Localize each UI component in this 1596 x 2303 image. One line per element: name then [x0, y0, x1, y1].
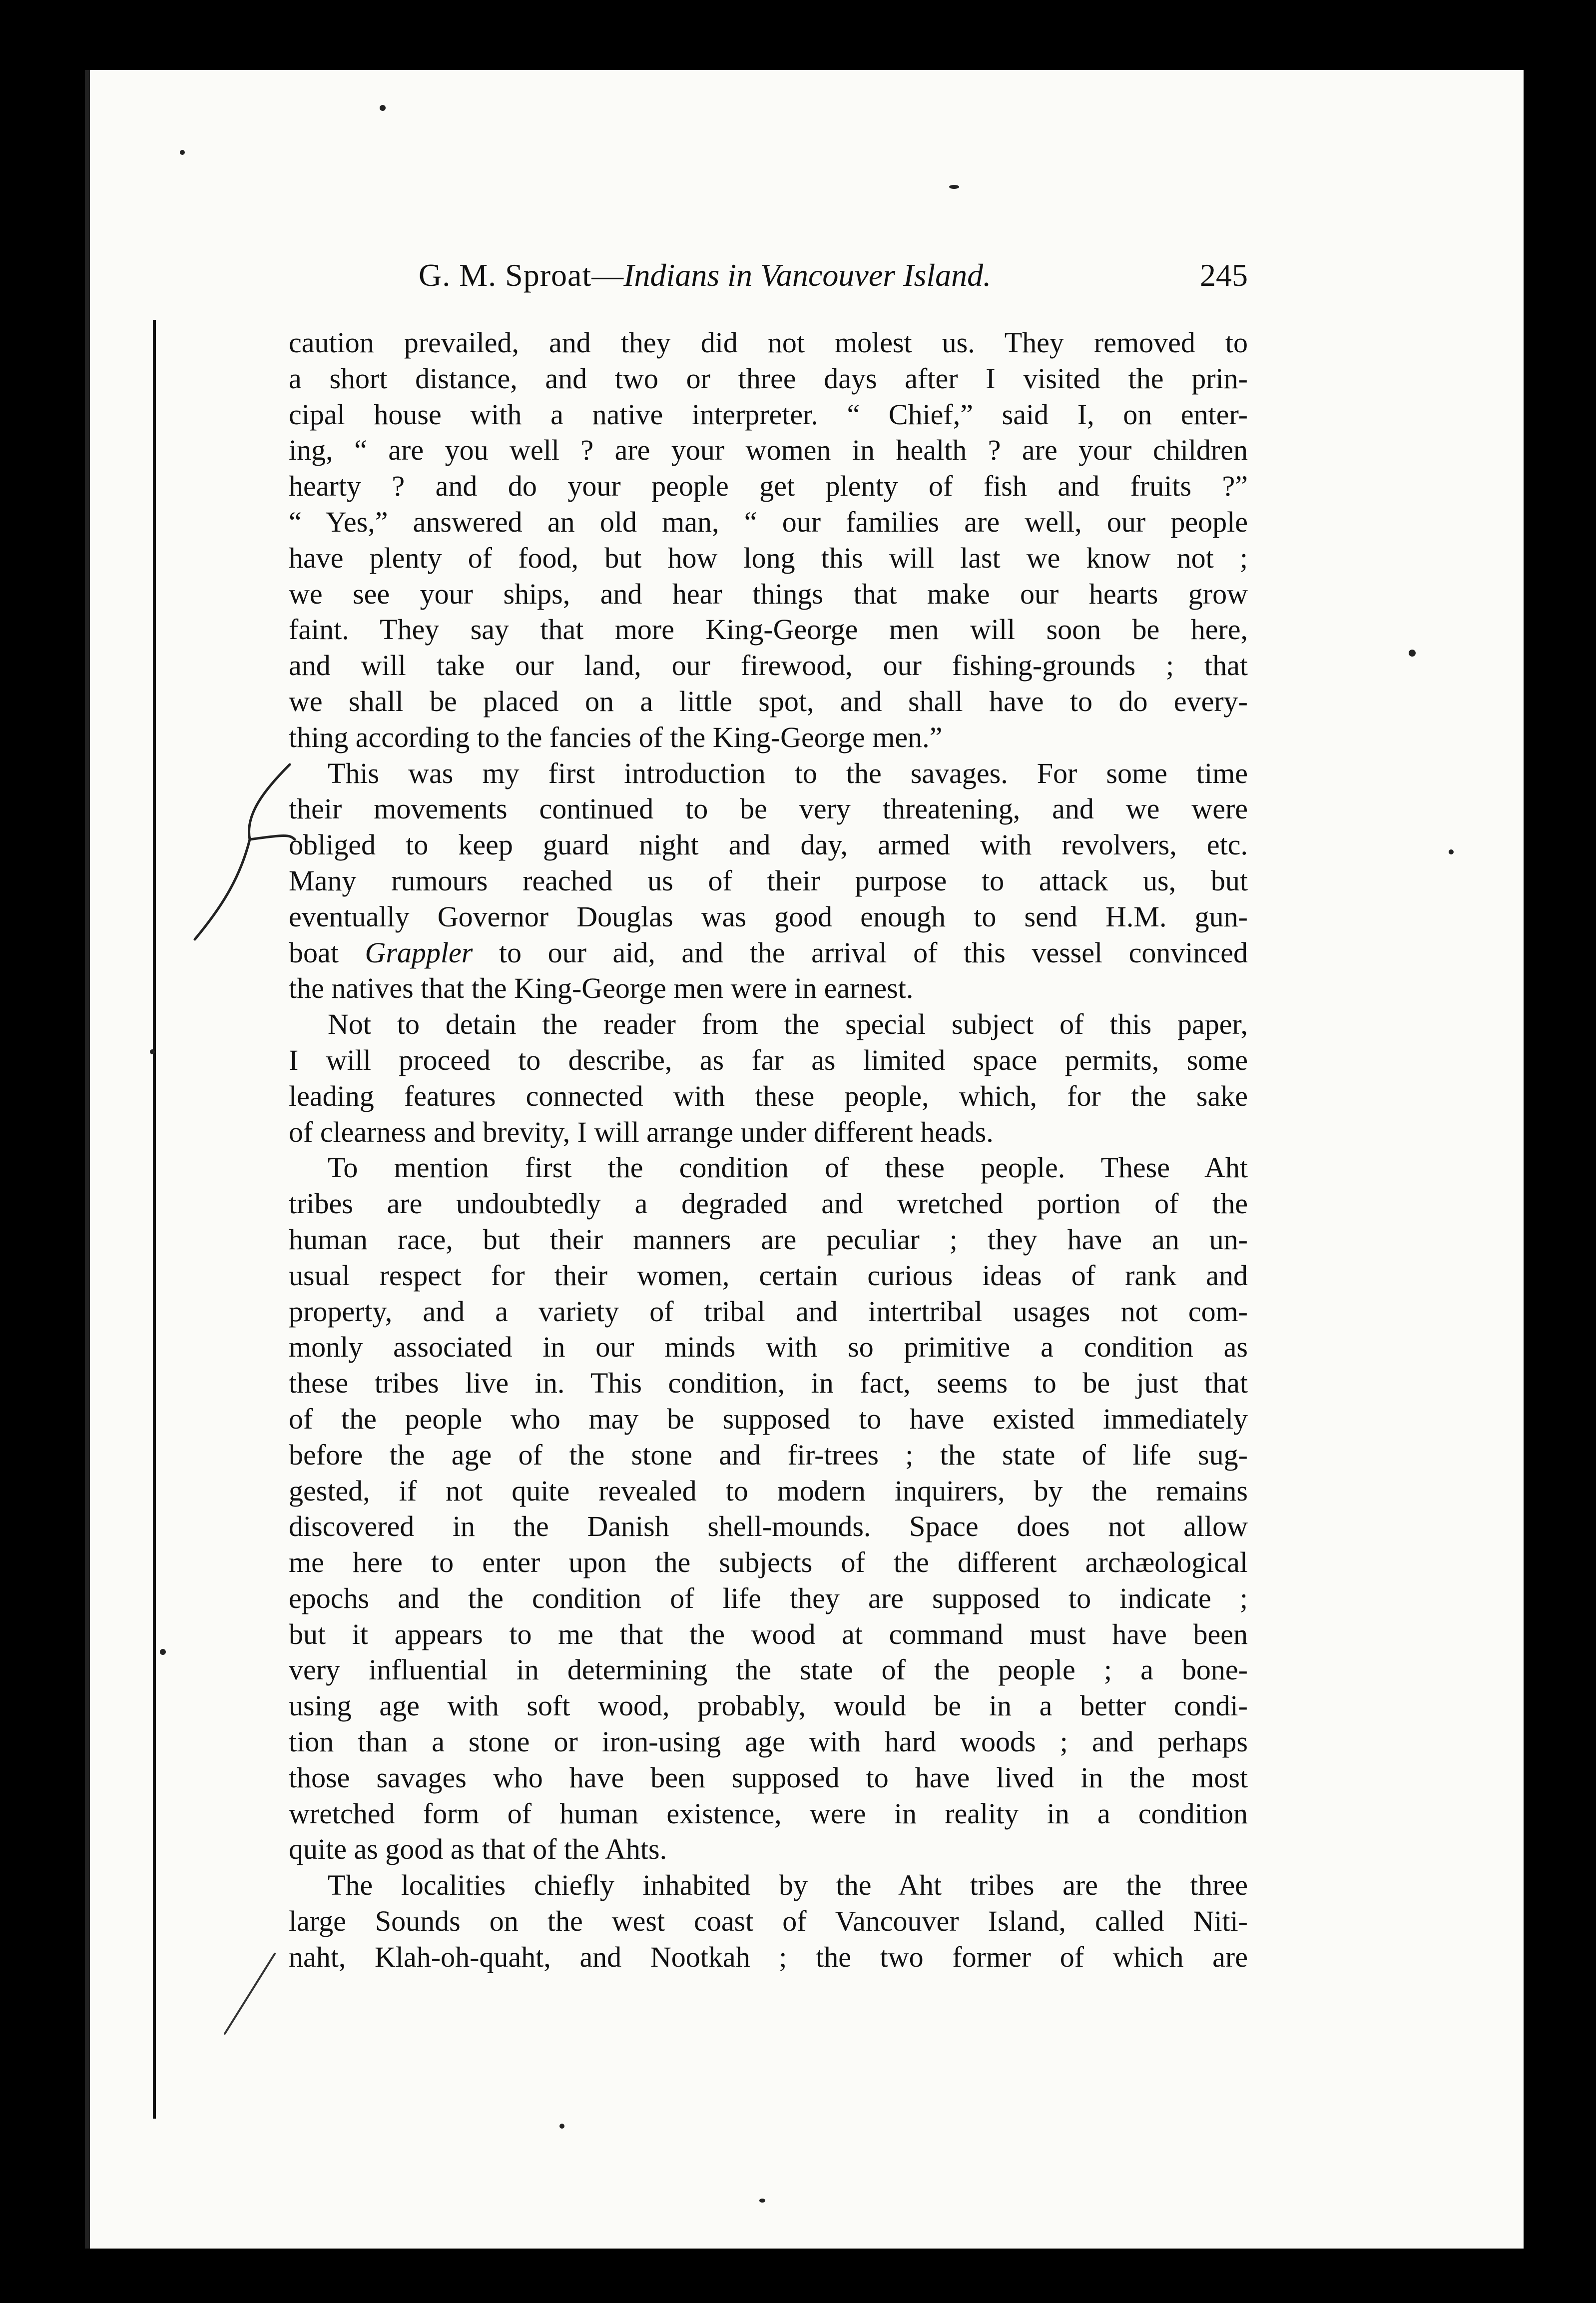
paragraph-start-line: To mention first the condition of these people. These Aht	[328, 1151, 1248, 1184]
text-line: human race, but their manners are peculiar ; they have an un-	[289, 1223, 1248, 1256]
text-line: I will proceed to describe, as far as limited space permits, some	[289, 1043, 1248, 1076]
text-line: discovered in the Danish shell-mounds. Space does not allow	[289, 1510, 1248, 1543]
text-line: leading features connected with these people, which, for the sake	[289, 1079, 1248, 1112]
text-line: eventually Governor Douglas was good enough to send H.M. gun-	[289, 900, 1248, 933]
text-line: tribes are undoubtedly a degraded and wretched portion of the	[289, 1187, 1248, 1220]
text-line: and will take our land, our firewood, our fishing-grounds ; that	[289, 649, 1248, 682]
text-line: the natives that the King-George men were in earnest.	[289, 972, 914, 1005]
text-line: have plenty of food, but how long this will last we know not ;	[289, 541, 1248, 574]
text-line: these tribes live in. This condition, in fact, seems to be just that	[289, 1367, 1248, 1400]
text-line: their movements continued to be very threatening, and we were	[289, 792, 1248, 825]
text-line: large Sounds on the west coast of Vancouver Island, called Niti-	[289, 1905, 1248, 1938]
text-line: gested, if not quite revealed to modern inquirers, by the remains	[289, 1474, 1248, 1507]
text-line: caution prevailed, and they did not molest us. They removed to	[289, 326, 1248, 359]
text-line: of clearness and brevity, I will arrange under different heads.	[289, 1115, 994, 1148]
running-header	[419, 257, 1248, 294]
paper-speck	[759, 2199, 765, 2203]
text-line: “ Yes,” answered an old man, “ our families are well, our people	[289, 505, 1248, 538]
text-line: we shall be placed on a little spot, and shall have to do every-	[289, 685, 1248, 718]
pencil-stroke-mark	[220, 1949, 280, 2039]
text-line: cipal house with a native interpreter. “ Chief,” said I, on enter-	[289, 398, 1248, 431]
text-line: epochs and the condition of life they are supposed to indicate ;	[289, 1581, 1248, 1614]
text-line: wretched form of human existence, were in reality in a condition	[289, 1797, 1248, 1830]
text-line: thing according to the fancies of the King-George men.”	[289, 721, 943, 754]
text-line: those savages who have been supposed to have lived in the most	[289, 1761, 1248, 1794]
text-line: but it appears to me that the wood at command must have been	[289, 1617, 1248, 1650]
binding-edge	[153, 320, 156, 2119]
body-text	[289, 325, 1248, 1975]
paper-speck	[1449, 849, 1454, 854]
text-fragment: to our aid, and the arrival of this vessel convinced	[473, 936, 1248, 969]
text-line: tion than a stone or iron-using age with hard woods ; and perhaps	[289, 1725, 1248, 1758]
paper-speck	[1409, 650, 1416, 657]
text-line: quite as good as that of the Ahts.	[289, 1833, 667, 1866]
text-line: of the people who may be supposed to have existed immediately	[289, 1402, 1248, 1435]
text-line: obliged to keep guard night and day, armed with revolvers, etc.	[289, 828, 1248, 861]
text-line: hearty ? and do your people get plenty of fish and fruits ?”	[289, 470, 1248, 503]
header-separator: —	[591, 257, 624, 293]
paragraph-start-line: The localities chiefly inhabited by the Aht tribes are the three	[328, 1869, 1248, 1902]
text-line: using age with soft wood, probably, would be in a better condi-	[289, 1689, 1248, 1722]
text-line	[289, 935, 1248, 971]
paper-speck	[180, 150, 185, 155]
handwritten-margin-mark	[190, 760, 300, 949]
text-line: property, and a variety of tribal and intertribal usages not com-	[289, 1295, 1248, 1328]
text-line: Many rumours reached us of their purpose to attack us, but	[289, 864, 1248, 897]
text-line: faint. They say that more King-George men will soon be here,	[289, 613, 1248, 646]
paper-speck	[949, 185, 959, 189]
paragraph-start-line: This was my first introduction to the savages. For some time	[328, 757, 1248, 789]
paper-speck	[559, 2124, 564, 2129]
paragraph-start-line: Not to detain the reader from the special subject of this paper,	[328, 1008, 1248, 1041]
page-number: 245	[1200, 257, 1248, 293]
paper-speck	[380, 105, 386, 111]
text-fragment: boat	[289, 936, 365, 969]
ship-name: Grappler	[365, 936, 473, 969]
paper-speck	[150, 1049, 155, 1054]
text-line: very influential in determining the state of the people ; a bone-	[289, 1653, 1248, 1686]
text-line: usual respect for their women, certain curious ideas of rank and	[289, 1259, 1248, 1292]
text-line: naht, Klah-oh-quaht, and Nootkah ; the two former of which are	[289, 1940, 1248, 1973]
header-title: Indians in Vancouver Island.	[623, 257, 992, 293]
text-line: we see your ships, and hear things that make our hearts grow	[289, 577, 1248, 610]
text-line: a short distance, and two or three days after I visited the prin-	[289, 362, 1248, 395]
text-line: me here to enter upon the subjects of the different archæological	[289, 1546, 1248, 1579]
text-line: before the age of the stone and fir-trees ; the state of life sug-	[289, 1438, 1248, 1471]
text-line: ing, “ are you well ? are your women in health ? are your children	[289, 434, 1248, 467]
paper-speck	[160, 1649, 166, 1655]
header-author: G. M. Sproat	[419, 257, 592, 293]
text-line: monly associated in our minds with so primitive a condition as	[289, 1331, 1248, 1364]
